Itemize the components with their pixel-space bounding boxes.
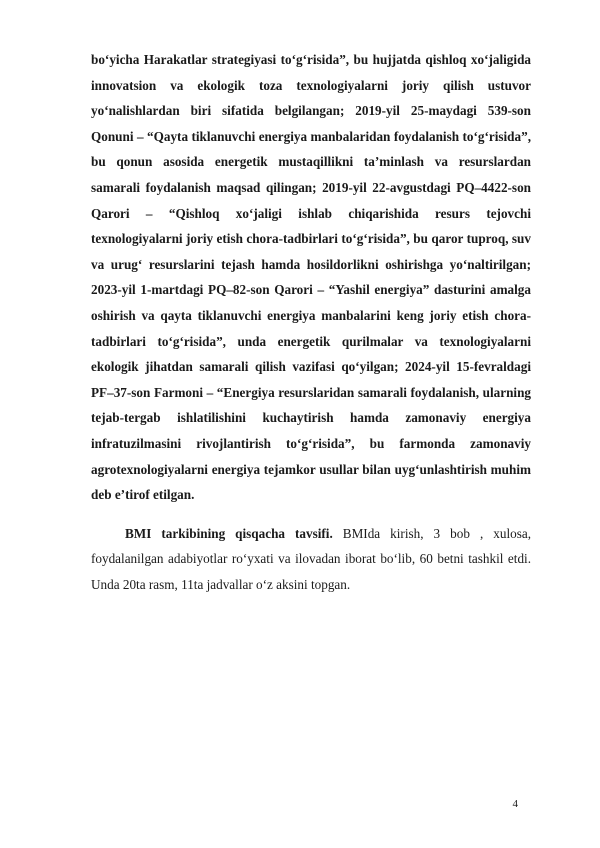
body-text: [91, 47, 531, 597]
paragraph-structure: [91, 521, 531, 598]
paragraph-structure-heading: BMI tarkibining qisqacha tavsifi.: [125, 525, 333, 541]
page-number: 4: [512, 798, 518, 810]
paragraph-legal-acts: bo‘yicha Harakatlar strategiyasi to‘g‘risida”, bu hujjatda qishloq xo‘jaligida innovatsion va ekologik toza texnologiyalarni joriy qilish ustuvor yo‘nalishlardan biri sifatida belgilangan; 2019-yil 25-maydagi 539-son Qonuni – “Qayta tiklanuvchi energiya manbalaridan foydalanish to‘g‘risida”, bu qonun asosida energetik mustaqillikni ta’minlash va resurslardan samarali foydalanish maqsad qilingan; 2019-yil 22-avgustdagi PQ–4422-son Qarori – “Qishloq xo‘jaligi ishlab chiqarishida resurs tejovchi texnologiyalarni joriy etish chora-tadbirlari to‘g‘risida”, bu qaror tuproq, suv va urug‘ resurslarini tejash hamda hosildorlikni oshirishga yo‘naltirilgan; 2023-yil 1-martdagi PQ–82-son Qarori – “Yashil energiya” dasturini amalga oshirish va qayta tiklanuvchi energiya manbalarini keng joriy etish chora-tadbirlari to‘g‘risida”, unda energetik qurilmalar va texnologiyalarni ekologik jihatdan samarali qilish vazifasi qo‘yilgan; 2024-yil 15-fevraldagi PF–37-son Farmoni – “Energiya resurslaridan samarali foydalanish, ularning tejab-tergab ishlatilishini kuchaytirish hamda zamonaviy energiya infratuzilmasini rivojlantirish to‘g‘risida”, bu farmonda zamonaviy agrotexnologiyalarni energiya tejamkor usullar bilan uyg‘unlashtirish muhim deb e’tirof etilgan.: [91, 52, 531, 503]
paragraph-structure-body: BMIda kirish, 3 bob , xulosa, foydalanilgan adabiyotlar ro‘yxati va ilovadan iborat bo‘lib, 60 betni tashkil etdi. Unda 20ta rasm, 11ta jadvallar o‘z aksini topgan.: [91, 525, 531, 592]
